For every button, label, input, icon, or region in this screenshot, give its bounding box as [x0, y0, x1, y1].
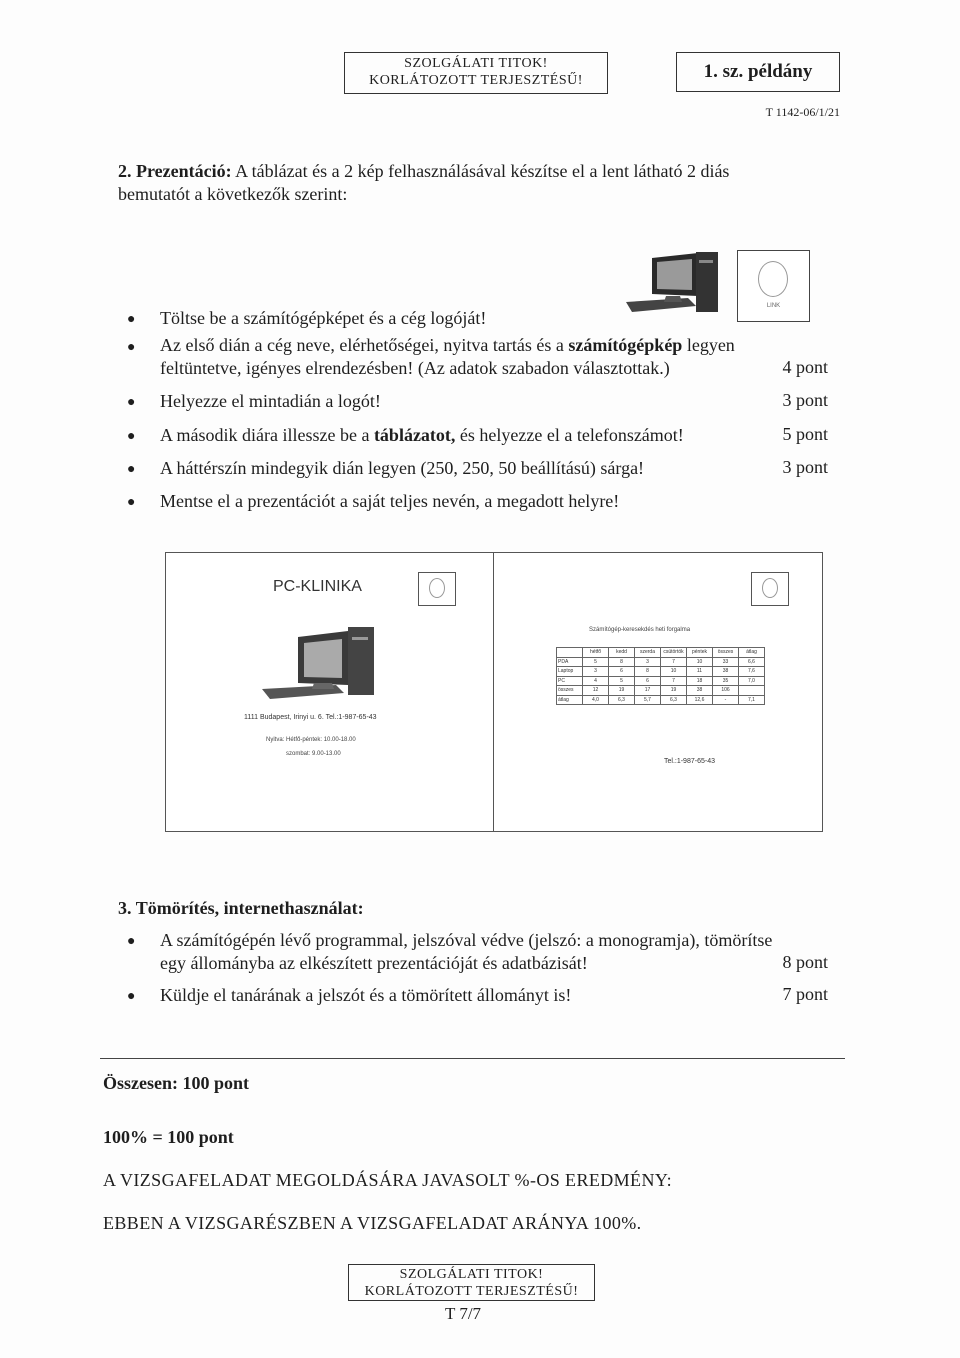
classification-line1: SZOLGÁLATI TITOK! [404, 56, 548, 71]
slide-1-hours-2: szombat: 9.00-13.00 [286, 751, 341, 757]
table-header-row [557, 648, 765, 658]
task3-number: 3. [118, 898, 132, 918]
table-cell: 38 [713, 667, 739, 677]
slide-2-logo [751, 572, 789, 606]
table-cell: 33 [713, 657, 739, 667]
task2-item-6: Mentse el a prezentációt a saját teljes nevén, a megadott helyre! [160, 491, 620, 511]
table-header-cell: összes [713, 648, 739, 658]
slide-1-logo [418, 572, 456, 606]
task2-item-5: A háttérszín mindegyik dián legyen (250, 250, 50 beállítású) sárga! [160, 458, 645, 478]
points-task3-1: 8 pont [782, 952, 828, 972]
computer-picture [622, 250, 720, 318]
slide-1-computer-picture [258, 623, 380, 701]
table-cell: 7 [661, 657, 687, 667]
table-cell: 6 [609, 667, 635, 677]
table-row [557, 695, 765, 705]
table-cell: 8 [635, 667, 661, 677]
task2-title: Prezentáció: [136, 161, 232, 181]
table-header-cell: kedd [609, 648, 635, 658]
task2-item-2-line2: feltüntetve, igényes elrendezésben! (Az adatok szabadon választottak.) [160, 358, 670, 378]
footer-classification-line1: SZOLGÁLATI TITOK! [399, 1267, 544, 1282]
table-cell: 35 [713, 676, 739, 686]
table-header-cell: átlag [739, 648, 765, 658]
task2-item-3: Helyezze el mintadián a logót! [160, 391, 381, 411]
table-cell: 7,6 [739, 667, 765, 677]
task3-item-1-line2: egy állományba az elkészített prezentációját és adatbázisát! [160, 953, 588, 973]
task3-title: Tömörítés, internethasználat: [135, 898, 364, 918]
percent-points: 100% = 100 pont [103, 1127, 234, 1147]
table-header-cell [557, 648, 583, 658]
table-header-cell: péntek [687, 648, 713, 658]
slide-2-preview [493, 552, 823, 832]
table-cell: 19 [609, 686, 635, 696]
task2-intro-text: A táblázat és a 2 kép felhasználásával készítse el a lent látható 2 diás [235, 161, 730, 181]
bullet-icon: ● [127, 495, 136, 510]
table-cell: 38 [687, 686, 713, 696]
copy-number-box [676, 52, 840, 92]
page-number: T 7/7 [445, 1304, 482, 1323]
task2-item-2-text: Az első dián a cég neve, elérhetőségei, nyitva tartás és a [160, 335, 564, 355]
task2-item-4 [160, 424, 684, 446]
table-cell: átlag [557, 695, 583, 705]
task3-item-1: A számítógépén lévő programmal, jelszóval védve (jelszó: a monogramja), tömörítse [160, 930, 773, 950]
task3-heading [118, 898, 364, 919]
points-item-3: 3 pont [782, 390, 828, 410]
points-task3-2: 7 pont [782, 984, 828, 1004]
logo-image [737, 250, 810, 322]
divider-line [100, 1058, 845, 1059]
logo-ring-icon [762, 578, 778, 598]
task2-item-4-bold: táblázatot, [373, 425, 456, 445]
table-cell: 106 [713, 686, 739, 696]
classification-box-top [344, 52, 608, 94]
bullet-icon: ● [127, 934, 136, 949]
sales-table [556, 647, 765, 705]
slide-1-hours-1: Nyitva: Hétfő-péntek: 10.00-18.00 [266, 737, 356, 743]
bullet-icon: ● [127, 462, 136, 477]
table-row [557, 676, 765, 686]
table-cell: 6,3 [609, 695, 635, 705]
copy-label: 1. sz. példány [703, 61, 813, 82]
logo-ring-icon [758, 261, 788, 297]
table-cell: 10 [661, 667, 687, 677]
table-row [557, 686, 765, 696]
table-cell: PDA [557, 657, 583, 667]
points-item-4: 5 pont [782, 424, 828, 444]
slide-2-table-title: Számítógép-keresekdés heti forgalma [589, 627, 691, 633]
table-cell: 11 [687, 667, 713, 677]
task2-item-2 [160, 334, 843, 356]
logo-ring-icon [429, 578, 445, 598]
table-header-cell: csütörtök [661, 648, 687, 658]
points-item-2: 4 pont [782, 357, 828, 377]
task2-item-4-text-end: és helyezze el a telefonszámot! [459, 425, 684, 445]
table-cell: 17 [635, 686, 661, 696]
table-cell: 3 [635, 657, 661, 667]
table-cell: PC [557, 676, 583, 686]
slide-1-preview [165, 552, 495, 832]
table-cell: 4,0 [583, 695, 609, 705]
bullet-icon: ● [127, 429, 136, 444]
result-line: A VIZSGAFELADAT MEGOLDÁSÁRA JAVASOLT %-OS EREDMÉNY: [103, 1170, 672, 1190]
doc-code: T 1142-06/1/21 [765, 105, 840, 119]
table-header-cell: hétfő [583, 648, 609, 658]
task2-item-1: Töltse be a számítógépképet és a cég logóját! [160, 308, 487, 328]
slide-1-title: PC-KLINIKA [273, 578, 362, 595]
task2-intro [118, 160, 848, 206]
task2-item-2-text-end: legyen [686, 335, 735, 355]
table-cell: 7,0 [739, 676, 765, 686]
bullet-icon: ● [127, 340, 136, 355]
footer-classification-line2: KORLÁTOZOTT TERJESZTÉSŰ! [364, 1284, 579, 1299]
table-cell [739, 686, 765, 696]
classification-box-bottom [348, 1264, 595, 1301]
task2-intro-line2: bemutatót a következők szerint: [118, 184, 348, 204]
logo-caption: LINK [766, 303, 781, 309]
total-points: Összesen: 100 pont [103, 1073, 250, 1093]
table-cell: 19 [661, 686, 687, 696]
table-row [557, 667, 765, 677]
table-row [557, 657, 765, 667]
table-cell: 8 [609, 657, 635, 667]
bullet-icon: ● [127, 395, 136, 410]
table-cell: 7,1 [739, 695, 765, 705]
table-cell: Laptop [557, 667, 583, 677]
table-cell: 12,6 [687, 695, 713, 705]
bullet-icon: ● [127, 312, 136, 327]
task3-item-2: Küldje el tanárának a jelszót és a tömörített állományt is! [160, 985, 572, 1005]
table-cell: 12 [583, 686, 609, 696]
table-cell: - [713, 695, 739, 705]
table-cell: 6,6 [739, 657, 765, 667]
table-cell: 3 [583, 667, 609, 677]
points-item-5: 3 pont [782, 457, 828, 477]
ratio-line: EBBEN A VIZSGARÉSZBEN A VIZSGAFELADAT ARÁNYA 100%. [103, 1213, 642, 1233]
table-cell: 6 [635, 676, 661, 686]
task2-item-2-bold: számítógépkép [568, 335, 683, 355]
table-cell: 6,3 [661, 695, 687, 705]
table-cell: 5,7 [635, 695, 661, 705]
table-cell: 7 [661, 676, 687, 686]
classification-line2: KORLÁTOZOTT TERJESZTÉSŰ! [369, 73, 583, 88]
slide-2-phone: Tel.:1-987-65-43 [664, 758, 715, 765]
task2-number: 2. [118, 161, 132, 181]
table-header-cell: szerda [635, 648, 661, 658]
table-cell: 10 [687, 657, 713, 667]
table-cell: 5 [583, 657, 609, 667]
table-cell: 5 [609, 676, 635, 686]
table-cell: 18 [687, 676, 713, 686]
task2-item-4-text: A második diára illessze be a [160, 425, 370, 445]
bullet-icon: ● [127, 989, 136, 1004]
slide-1-address: 1111 Budapest, Irinyi u. 6. Tel.:1-987-65-43 [244, 714, 377, 721]
table-cell: összes [557, 686, 583, 696]
table-cell: 4 [583, 676, 609, 686]
